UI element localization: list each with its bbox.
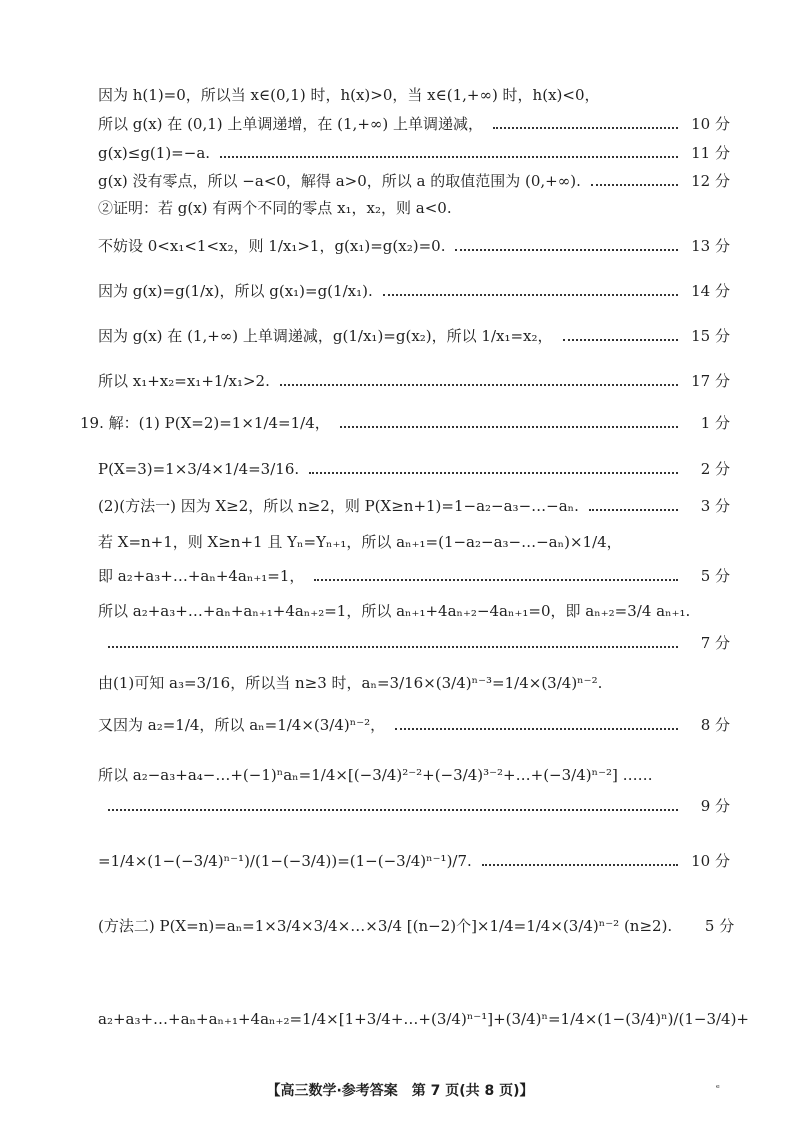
solution-line: 因为 h(1)=0，所以当 x∈(0,1) 时，h(x)>0，当 x∈(1,+∞) 时，h(x)<0， [98, 86, 600, 104]
dot-leader [493, 127, 678, 129]
score-label: 5 分 [704, 917, 735, 935]
score-label: 2 分 [700, 460, 730, 478]
score-label: 12 分 [691, 172, 730, 190]
solution-line: 由(1)可知 a₃=3/16，所以当 n≥3 时，aₙ=3/16×(3/4)ⁿ⁻³=1/4×(3/4)ⁿ⁻². [98, 674, 603, 692]
score-label: 7 分 [700, 634, 730, 652]
dot-leader [383, 294, 678, 296]
dot-leader [589, 509, 678, 511]
dot-leader [455, 249, 678, 251]
dot-leader [108, 809, 678, 811]
solution-line: a₂+a₃+…+aₙ+aₙ₊₁+4aₙ₊₂=1/4×[1+3/4+…+(3/4)ⁿ⁻¹]+(3/4)ⁿ=1/4×(1−(3/4)ⁿ)/(1−3/4)+ [98, 1010, 749, 1028]
solution-line: P(X=3)=1×3/4×1/4=3/16. 2 分 [98, 459, 730, 478]
solution-line: 若 X=n+1，则 X≥n+1 且 Yₙ=Yₙ₊₁，所以 aₙ₊₁=(1−a₂−a₃−…−aₙ)×1/4， [98, 533, 622, 551]
score-label: 3 分 [700, 497, 730, 515]
solution-line: 即 a₂+a₃+…+aₙ+4aₙ₊₁=1， 5 分 [98, 567, 730, 585]
score-label: 10 分 [691, 852, 730, 870]
score-label: 1 分 [700, 414, 730, 432]
score-label: 9 分 [700, 797, 730, 815]
score-label: 10 分 [691, 115, 730, 133]
dot-leader [482, 864, 678, 866]
solution-line: 所以 g(x) 在 (0,1) 上单调递增，在 (1,+∞) 上单调递减， 10 分 [98, 115, 730, 133]
solution-line: 所以 x₁+x₂=x₁+1/x₁>2. 17 分 [98, 372, 730, 390]
dot-leader [220, 156, 678, 158]
solution-line: (方法二) P(X=n)=aₙ=1×3/4×3/4×…×3/4 [(n−2)个]×1/4=1/4×(3/4)ⁿ⁻² (n≥2). 5 分 [98, 917, 735, 935]
solution-line [98, 795, 730, 816]
page-footer: 【高三数学·参考答案 第 7 页(共 8 页)】 [266, 1083, 534, 1099]
dot-leader [591, 184, 678, 186]
score-label: 14 分 [691, 282, 730, 300]
dot-leader [340, 426, 678, 428]
dot-leader [309, 472, 678, 474]
solution-line: =1/4×(1−(−3/4)ⁿ⁻¹)/(1−(−3/4))=(1−(−3/4)ⁿ⁻¹)/7. 10 分 [98, 851, 730, 870]
score-label: 8 分 [700, 716, 730, 734]
score-label: 17 分 [691, 372, 730, 390]
score-label: 13 分 [691, 237, 730, 255]
solution-line: g(x)≤g(1)=−a. 11 分 [98, 143, 730, 162]
dot-leader [108, 646, 678, 648]
solution-line: 因为 g(x) 在 (1,+∞) 上单调递减，g(1/x₁)=g(x₂)，所以 1/x₁=x₂， 15 分 [98, 327, 730, 345]
solution-line: 19. 解：(1) P(X=2)=1×1/4=1/4， 1 分 [80, 414, 730, 432]
dot-leader [280, 384, 678, 386]
score-label: 15 分 [691, 327, 730, 345]
solution-line: 不妨设 0<x₁<1<x₂，则 1/x₁>1，g(x₁)=g(x₂)=0. 13 分 [98, 237, 730, 255]
solution-line: ②证明：若 g(x) 有两个不同的零点 x₁，x₂，则 a<0. [98, 199, 452, 217]
solution-line: 又因为 a₂=1/4，所以 aₙ=1/4×(3/4)ⁿ⁻²， 8 分 [98, 716, 730, 734]
solution-line: g(x) 没有零点，所以 −a<0，解得 a>0，所以 a 的取值范围为 (0,+∞). 12 分 [98, 172, 730, 190]
score-label: 5 分 [700, 567, 730, 585]
corner-mark: ₑ [716, 1080, 720, 1091]
score-label: 11 分 [691, 144, 730, 162]
solution-line [98, 632, 730, 653]
dot-leader [314, 579, 678, 581]
solution-line: 所以 a₂+a₃+…+aₙ+aₙ₊₁+4aₙ₊₂=1，所以 aₙ₊₁+4aₙ₊₂−4aₙ₊₁=0，即 aₙ₊₂=3/4 aₙ₊₁. [98, 602, 691, 620]
solution-line: (2)(方法一) 因为 X≥2，所以 n≥2，则 P(X≥n+1)=1−a₂−a₃−…−aₙ. 3 分 [98, 497, 730, 515]
solution-line: 因为 g(x)=g(1/x)，所以 g(x₁)=g(1/x₁). 14 分 [98, 282, 730, 300]
solution-line: 所以 a₂−a₃+a₄−…+(−1)ⁿaₙ=1/4×[(−3/4)²⁻²+(−3/4)³⁻²+…+(−3/4)ⁿ⁻²] …… [98, 766, 653, 784]
dot-leader [563, 339, 678, 341]
dot-leader [395, 728, 678, 730]
